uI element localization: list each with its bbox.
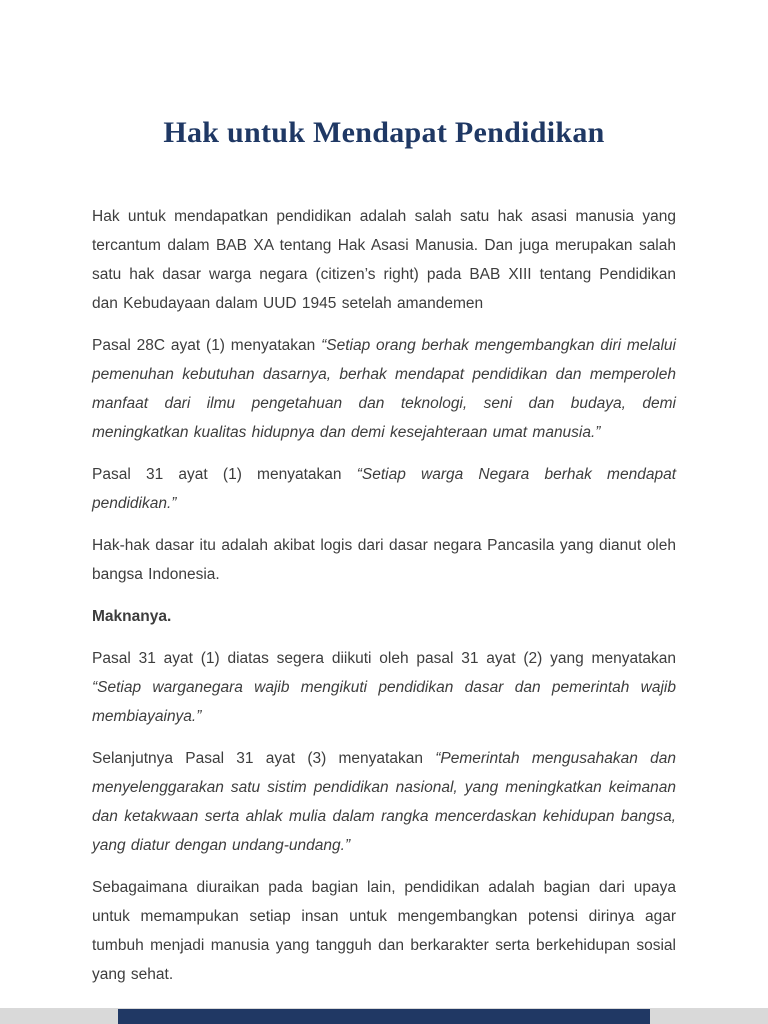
quote-text: “Setiap warga Negara berhak mendapat pendidikan.” xyxy=(92,466,676,512)
quote-text: “Setiap orang berhak mengembangkan diri melalui pemenuhan kebutuhan dasarnya, berhak mendapat pendidikan dan memperoleh manfaat dari ilmu pengetahuan dan teknologi, seni dan budaya, demi meningkatkan kualitas hidupnya dan demi kesejahteraan umat manusia.” xyxy=(92,337,676,441)
document-title: Hak untuk Mendapat Pendidikan xyxy=(163,116,605,149)
paragraph-pancasila xyxy=(92,531,676,589)
paragraph-pasal-28c xyxy=(92,331,676,447)
paragraph-lead-text: Pasal 31 ayat (1) menyatakan xyxy=(92,466,357,483)
paragraph-lead-text: Pasal 31 ayat (1) diatas segera diikuti oleh pasal 31 ayat (2) yang menyatakan xyxy=(92,650,676,667)
paragraph-pasal-31-ayat-1 xyxy=(92,460,676,518)
quote-text: “Setiap warganegara wajib mengikuti pendidikan dasar dan pemerintah wajib membiayainya.” xyxy=(92,679,676,725)
next-page-banner-bar xyxy=(118,1009,650,1024)
paragraph-text: Hak-hak dasar itu adalah akibat logis dari dasar negara Pancasila yang dianut oleh bangsa Indonesia. xyxy=(92,537,676,583)
section-heading-maknanya: Maknanya. xyxy=(92,608,172,625)
paragraph-intro xyxy=(92,202,676,318)
quote-text: “Pemerintah mengusahakan dan menyelenggarakan satu sistim pendidikan nasional, yang meningkatkan keimanan dan ketakwaan serta ahlak mulia dalam rangka mencerdaskan kehidupan bangsa, yang diatur dengan undang-undang.” xyxy=(92,750,676,854)
paragraph-lead-text: Selanjutnya Pasal 31 ayat (3) menyatakan xyxy=(92,750,436,767)
paragraph-pasal-31-ayat-2 xyxy=(92,644,676,731)
paragraph-text: Sebagaimana diuraikan pada bagian lain, pendidikan adalah bagian dari upaya untuk memampukan setiap insan untuk mengembangkan potensi dirinya agar tumbuh menjadi manusia yang tangguh dan berkarakter serta berkehidupan sosial yang sehat. xyxy=(92,879,676,983)
paragraph-closing xyxy=(92,873,676,989)
paragraph-lead-text: Pasal 28C ayat (1) menyatakan xyxy=(92,337,322,354)
paragraph-pasal-31-ayat-3 xyxy=(92,744,676,860)
paragraph-text: Hak untuk mendapatkan pendidikan adalah salah satu hak asasi manusia yang tercantum dalam BAB XA tentang Hak Asasi Manusia. Dan juga merupakan salah satu hak dasar warga negara (citizen’s right) pada BAB XIII tentang Pendidikan dan Kebudayaan dalam UUD 1945 setelah amandemen xyxy=(92,208,676,312)
